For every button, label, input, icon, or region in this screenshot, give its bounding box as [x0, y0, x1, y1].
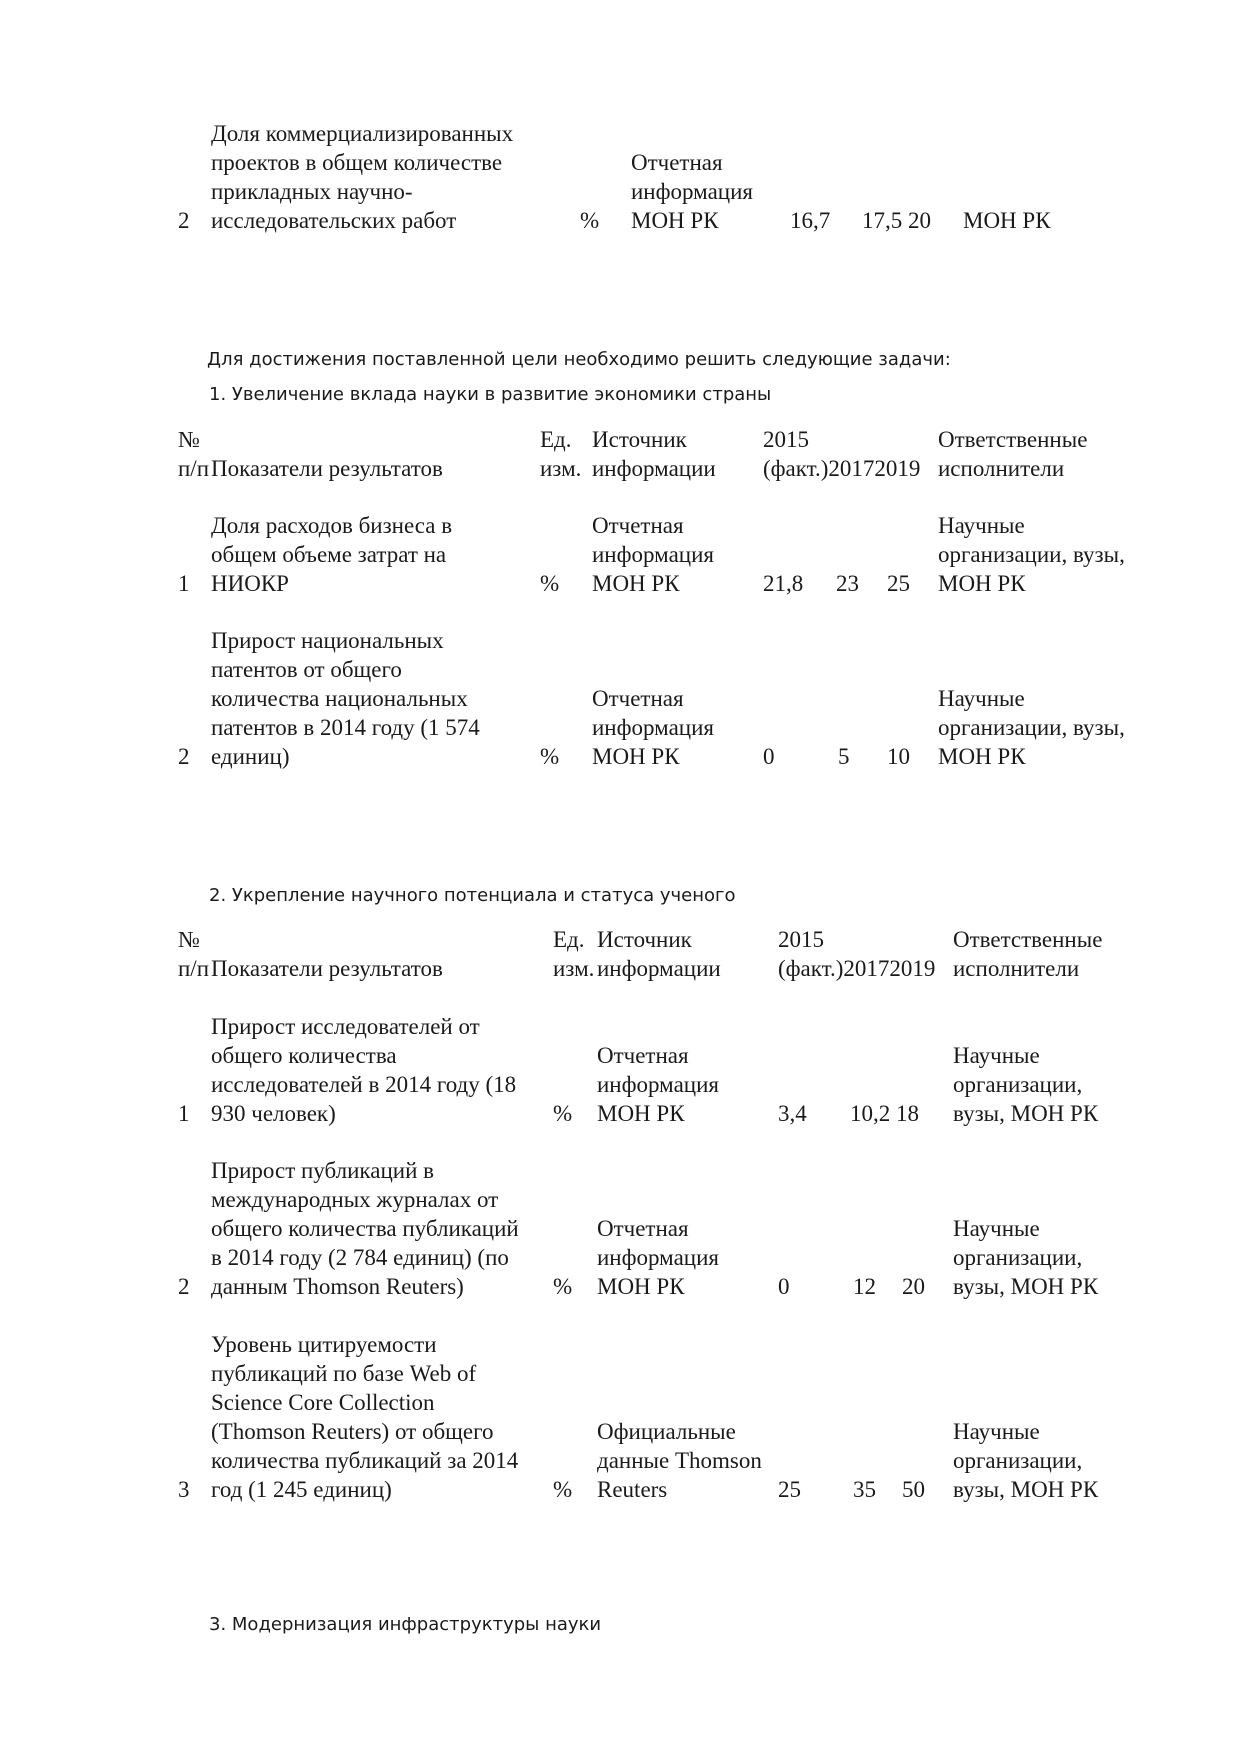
row-unit: % — [540, 571, 560, 596]
row-number: 2 — [178, 744, 190, 769]
value-2017-2019: 17,5 20 — [862, 208, 931, 233]
intro-text: Для достижения поставленной цели необходимо решить следующие задачи: — [207, 349, 951, 370]
row-responsible: Научные организации, вузы, МОН РК — [938, 686, 1125, 769]
row-unit: % — [553, 1274, 573, 1299]
row-indicator: Уровень цитируемости публикаций по базе Web of Science Core Collection (Thomson Reuters) от общего количества публикаций за 2014 год (1 245 единиц) — [211, 1332, 519, 1502]
row-indicator: Прирост национальных патентов от общего количества национальных патентов в 2014 году (1 574 единиц) — [211, 628, 480, 769]
task3-title: 3. Модернизация инфраструктуры науки — [209, 1614, 602, 1635]
row-responsible: Научные организации, вузы, МОН РК — [953, 1419, 1099, 1502]
row-unit: % — [540, 744, 560, 769]
value-2015: 3,4 — [778, 1101, 807, 1126]
header-responsible: Ответственные исполнители — [938, 427, 1088, 481]
task1-title: 1. Увеличение вклада науки в развитие экономики страны — [209, 384, 772, 405]
row-indicator: Прирост публикаций в международных журналах от общего количества публикаций в 2014 году (2 784 единиц) (по данным Thomson Reuters) — [211, 1158, 519, 1299]
value-2019: 20 — [902, 1274, 925, 1299]
row-unit: % — [580, 208, 600, 233]
indicator-line: Доля коммерциализированных — [211, 121, 514, 146]
row-number: 3 — [178, 1477, 190, 1502]
row-unit: % — [553, 1101, 573, 1126]
indicator-line: прикладных научно- — [211, 179, 413, 204]
row-source: Отчетная информация МОН РК — [597, 1216, 719, 1299]
row-responsible: МОН РК — [963, 208, 1051, 233]
header-years: 2015 (факт.)20172019 — [763, 427, 921, 481]
value-2017: 12 — [853, 1274, 876, 1299]
row-indicator: Доля расходов бизнеса в общем объеме затрат на НИОКР — [211, 513, 453, 596]
header-num-symbol: № — [178, 427, 200, 452]
row-unit: % — [553, 1477, 573, 1502]
row-responsible: Научные организации, вузы, МОН РК — [953, 1216, 1099, 1299]
value-2019: 50 — [902, 1477, 925, 1502]
row-indicator — [211, 119, 513, 235]
row-source: Отчетная информация МОН РК — [592, 686, 714, 769]
header-indicator: Показатели результатов — [211, 956, 443, 981]
row-source: Официальные данные Thomson Reuters — [597, 1419, 762, 1502]
row-number: 1 — [178, 1101, 190, 1126]
header-unit: Ед. изм. — [553, 927, 595, 981]
source-line: информация — [631, 179, 753, 204]
value-2015: 21,8 — [763, 571, 804, 596]
header-num-pp: п/п — [178, 956, 210, 981]
indicator-line: проектов в общем количестве — [211, 150, 503, 175]
value-2017: 35 — [853, 1477, 876, 1502]
row-source: Отчетная информация МОН РК — [597, 1043, 719, 1126]
row-number: 1 — [178, 571, 190, 596]
value-2015: 0 — [778, 1274, 790, 1299]
header-source: Источник информации — [597, 927, 721, 981]
header-num-symbol: № — [178, 927, 200, 952]
value-2015: 25 — [778, 1477, 801, 1502]
value-2015: 0 — [763, 744, 775, 769]
header-unit: Ед. изм. — [540, 427, 582, 481]
header-indicator: Показатели результатов — [211, 456, 443, 481]
header-years: 2015 (факт.)20172019 — [778, 927, 936, 981]
source-line: Отчетная — [631, 150, 723, 175]
value-2017: 23 — [836, 571, 859, 596]
value-2017-2019: 10,2 18 — [850, 1101, 919, 1126]
indicator-line: исследовательских работ — [211, 208, 457, 233]
row-source: Отчетная информация МОН РК — [592, 513, 714, 596]
header-responsible: Ответственные исполнители — [953, 927, 1103, 981]
value-2017: 5 — [838, 744, 850, 769]
row-source — [631, 148, 753, 235]
header-num-pp: п/п — [178, 456, 210, 481]
source-line: МОН РК — [631, 208, 719, 233]
row-indicator: Прирост исследователей от общего количества исследователей в 2014 году (18 930 человек) — [211, 1014, 517, 1126]
row-number: 2 — [178, 1274, 190, 1299]
row-responsible: Научные организации, вузы, МОН РК — [953, 1043, 1099, 1126]
row-number: 2 — [178, 208, 190, 233]
header-source: Источник информации — [592, 427, 716, 481]
row-responsible: Научные организации, вузы, МОН РК — [938, 513, 1125, 596]
value-2015: 16,7 — [790, 208, 831, 233]
value-2019: 10 — [887, 744, 910, 769]
task2-title: 2. Укрепление научного потенциала и статуса ученого — [209, 885, 736, 906]
value-2019: 25 — [887, 571, 910, 596]
